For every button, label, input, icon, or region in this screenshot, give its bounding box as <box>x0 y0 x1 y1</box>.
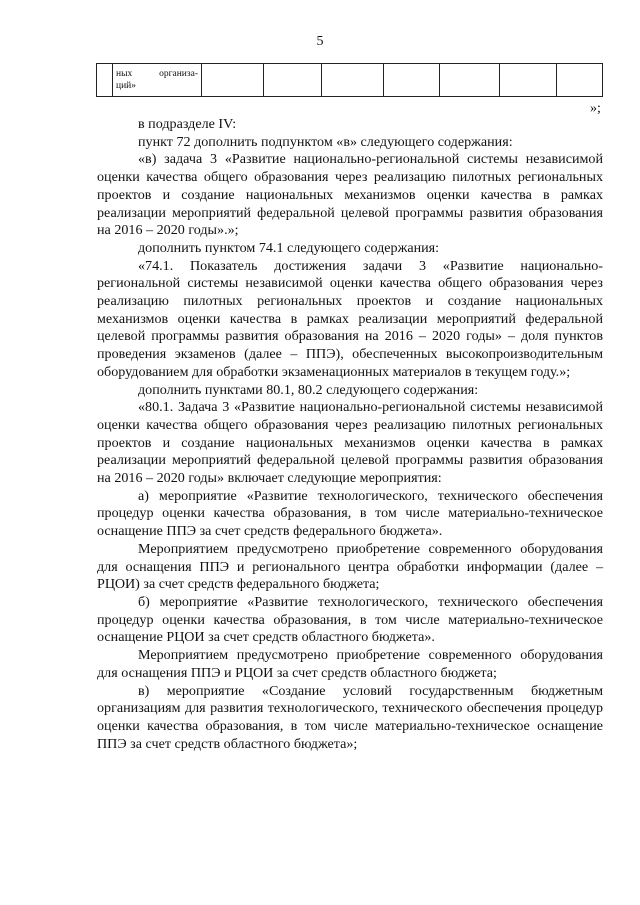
table-cell-empty <box>500 64 557 97</box>
table-cell-empty <box>264 64 322 97</box>
paragraph: «74.1. Показатель достижения задачи 3 «Развитие национально-региональной системы независимой оценки качества общего образования через реализацию пилотных региональных проектов и создание национальных механизмов оценки качества в рамках реализации мероприятий федеральной целевой программы развития образования на 2016 – 2020 годы» – доля пунктов проведения экзаменов (далее – ППЭ), обеспеченных высокопроизводительным оборудованием для обработки экзаменационных материалов в текущем году.»; <box>97 257 603 380</box>
paragraph: пункт 72 дополнить подпунктом «в» следующего содержания: <box>138 133 513 150</box>
table-cell-line: ных организа- <box>116 69 198 79</box>
table-cell-empty <box>440 64 500 97</box>
table-row <box>97 64 603 97</box>
paragraph: Мероприятием предусмотрено приобретение современного оборудования для оснащения ППЭ и РЦОИ за счет средств областного бюджета; <box>97 647 603 681</box>
table-cell <box>113 64 202 97</box>
paragraph: в) мероприятие «Создание условий государственным бюджетным организациям для развития технологического, технического обеспечения процедур оценки качества образования, в том числе материально-техническое оснащение ППЭ за счет средств областного бюджета»; <box>97 682 603 752</box>
paragraph: «в) задача 3 «Развитие национально-региональной системы независимой оценки качества общего образования через реализацию пилотных региональных проектов и создание национальных механизмов оценки качества в рамках реализации мероприятий федеральной целевой программы развития образования на 2016 – 2020 годы».»; <box>97 151 603 239</box>
paragraph: дополнить пунктом 74.1 следующего содержания: <box>138 239 440 256</box>
paragraph: б) мероприятие «Развитие технологического, технического обеспечения процедур оценки качества образования, в том числе материально-техническое оснащение РЦОИ за счет средств областного бюджета». <box>97 593 603 646</box>
table-cell-empty <box>202 64 264 97</box>
table-cell-empty <box>557 64 603 97</box>
table-cell-line: ций» <box>116 81 137 91</box>
table-cell-empty <box>97 64 113 97</box>
paragraph: в подразделе IV: <box>138 116 237 132</box>
paragraph: дополнить пунктами 80.1, 80.2 следующего содержания: <box>138 381 479 398</box>
table-fragment <box>96 63 603 97</box>
table-cell-empty <box>322 64 384 97</box>
document-body <box>97 116 603 753</box>
closing-quote-mark: »; <box>590 101 601 116</box>
paragraph: «80.1. Задача 3 «Развитие национально-региональной системы независимой оценки качества общего образования через реализацию пилотных региональных проектов и создание национальных механизмов оценки качества в рамках реализации мероприятий федеральной целевой программы развития образования на 2016 – 2020 годы» включает следующие мероприятия: <box>97 399 603 487</box>
paragraph: Мероприятием предусмотрено приобретение современного оборудования для оснащения ППЭ и регионального центра обработки информации (далее – РЦОИ) за счет средств федерального бюджета; <box>97 540 603 593</box>
page-number: 5 <box>316 34 324 49</box>
table-cell-empty <box>384 64 440 97</box>
paragraph: а) мероприятие «Развитие технологического, технического обеспечения процедур оценки качества образования, в том числе материально-техническое оснащение ППЭ за счет средств федерального бюджета». <box>97 487 603 540</box>
